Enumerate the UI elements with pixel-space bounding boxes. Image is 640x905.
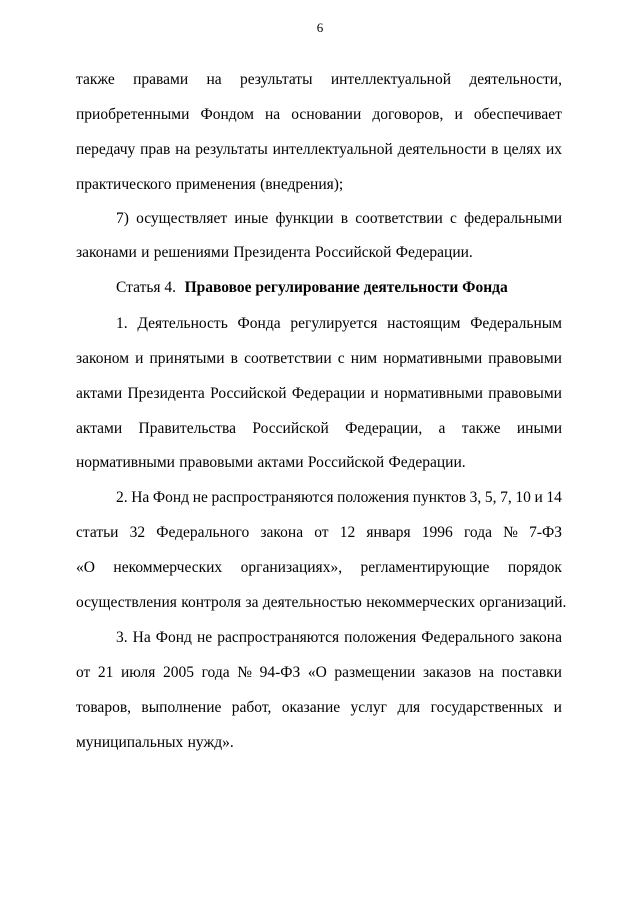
word: Федерации. xyxy=(395,244,473,261)
word: с xyxy=(337,350,345,367)
word: порядок xyxy=(507,559,562,576)
word: и xyxy=(553,699,562,716)
word: результаты xyxy=(239,71,313,88)
text-line xyxy=(116,628,562,648)
article-number: Статья 4. xyxy=(116,279,177,296)
word: иными xyxy=(516,420,562,437)
word: применения xyxy=(175,176,256,193)
word: за xyxy=(245,594,259,611)
word: нормативными xyxy=(383,385,483,402)
word: распространяются xyxy=(217,629,340,646)
word: года xyxy=(463,524,492,541)
word: принятыми xyxy=(149,350,225,367)
word: и xyxy=(534,489,543,506)
word: года xyxy=(201,664,230,681)
word: обеспечивает xyxy=(473,106,562,123)
word: 2. xyxy=(116,489,128,506)
word: На xyxy=(131,489,150,506)
text-line xyxy=(76,140,562,160)
word: Правительства xyxy=(138,420,237,437)
text-line xyxy=(76,558,562,578)
word: интеллектуальной xyxy=(272,141,393,158)
word: от xyxy=(314,524,329,541)
word: 32 xyxy=(129,524,146,541)
word: иные xyxy=(234,210,269,227)
word: января xyxy=(366,524,411,541)
text-line xyxy=(76,733,562,753)
word: для xyxy=(397,699,421,716)
word: работ, xyxy=(231,699,272,716)
word: заказов xyxy=(422,664,472,681)
text-line xyxy=(76,175,562,195)
text-line xyxy=(76,349,562,369)
word: 3. xyxy=(116,629,128,646)
word: прав xyxy=(140,141,171,158)
word: Российской xyxy=(315,244,392,261)
word: Федерального xyxy=(421,629,515,646)
word: Фонд xyxy=(155,629,192,646)
word: услуг xyxy=(350,699,388,716)
word: Деятельность xyxy=(137,315,228,332)
word: 14 xyxy=(546,489,562,506)
word: контроля xyxy=(181,594,242,611)
word: (внедрения); xyxy=(260,176,344,193)
word: закона xyxy=(519,629,562,646)
word: распространяются xyxy=(211,489,334,506)
word: настоящим xyxy=(387,315,461,332)
word: актами xyxy=(257,454,304,471)
word: законом xyxy=(76,350,130,367)
word: на xyxy=(175,141,191,158)
word: пунктов xyxy=(412,489,467,506)
text-line xyxy=(76,663,562,683)
word: Фонд xyxy=(152,489,190,506)
word: июля xyxy=(121,664,156,681)
article-title: Правовое регулирование деятельности Фонда xyxy=(184,279,508,296)
text-line xyxy=(76,243,562,263)
word: Федерации xyxy=(291,385,366,402)
page-number: 6 xyxy=(316,20,324,35)
word: регламентирующие xyxy=(360,559,490,576)
text-line xyxy=(116,314,562,334)
word: результаты xyxy=(195,141,268,158)
word: не xyxy=(196,629,213,646)
word: оказание xyxy=(281,699,341,716)
text-line xyxy=(76,698,562,718)
word: функции xyxy=(275,210,334,227)
word: На xyxy=(132,629,151,646)
word: Фонда xyxy=(237,315,281,332)
word: и xyxy=(454,106,463,123)
word: муниципальных xyxy=(76,734,184,751)
word: правовыми xyxy=(488,385,562,402)
word: «О xyxy=(76,559,95,576)
word: Российской xyxy=(210,385,287,402)
word: их xyxy=(545,141,562,158)
word: положения xyxy=(337,489,410,506)
word: правовыми xyxy=(488,350,562,367)
word: целях xyxy=(503,141,542,158)
text-line xyxy=(76,70,562,90)
word: организаций. xyxy=(479,594,567,611)
word: на xyxy=(478,664,494,681)
word: осуществления xyxy=(76,594,177,611)
word: 12 xyxy=(339,524,356,541)
word: нормативными xyxy=(383,350,483,367)
word: Федерации. xyxy=(388,454,466,471)
word: деятельности, xyxy=(469,71,562,88)
word: основании xyxy=(291,106,362,123)
word: приобретенными xyxy=(76,106,190,123)
word: Федерального xyxy=(156,524,250,541)
word: актами xyxy=(76,385,123,402)
word: на xyxy=(265,106,281,123)
word: соответствии xyxy=(244,350,332,367)
word: договоров, xyxy=(372,106,444,123)
text-line xyxy=(116,209,562,229)
word: поставки xyxy=(501,664,562,681)
word: в xyxy=(340,210,349,227)
word: деятельности xyxy=(397,141,487,158)
word: выполнение xyxy=(141,699,222,716)
word: от xyxy=(76,664,91,681)
word: № xyxy=(503,524,518,541)
word: товаров, xyxy=(76,699,132,716)
word: с xyxy=(450,210,457,227)
word: и xyxy=(141,244,150,261)
word: ним xyxy=(350,350,378,367)
word: интеллектуальной xyxy=(330,71,452,88)
word: регулируется xyxy=(290,315,378,332)
word: 10 xyxy=(515,489,531,506)
word: законами xyxy=(76,244,137,261)
word: 94-ФЗ xyxy=(259,664,301,681)
word: также xyxy=(76,71,115,88)
word: 3, xyxy=(469,489,482,506)
word: государственных xyxy=(430,699,544,716)
word: актами xyxy=(76,420,123,437)
word: Президента xyxy=(233,244,311,261)
word: 2005 xyxy=(162,664,194,681)
word: Федерации, xyxy=(345,420,423,437)
word: соответствии xyxy=(355,210,443,227)
word: Президента xyxy=(127,385,205,402)
word: Фондом xyxy=(200,106,254,123)
word: правовыми xyxy=(179,454,254,471)
word: также xyxy=(461,420,501,437)
word: размещении xyxy=(334,664,416,681)
word: 7-ФЗ xyxy=(529,524,562,541)
word: решениями xyxy=(153,244,230,261)
word: на xyxy=(206,71,222,88)
word: нормативными xyxy=(76,454,175,471)
text-line xyxy=(76,419,562,439)
word: федеральными xyxy=(464,210,562,227)
word: и xyxy=(135,350,144,367)
text-line xyxy=(76,453,562,473)
word: положения xyxy=(344,629,417,646)
word: 1. xyxy=(116,315,128,332)
word: практического xyxy=(76,176,172,193)
word: деятельностью xyxy=(262,594,362,611)
word: осуществляет xyxy=(136,210,228,227)
word: 5, xyxy=(484,489,497,506)
word: некоммерческих xyxy=(113,559,223,576)
word: правами xyxy=(133,71,189,88)
word: организациях», xyxy=(240,559,343,576)
word: 7, xyxy=(500,489,512,506)
word: и xyxy=(370,385,379,402)
text-line xyxy=(116,488,562,508)
text-line xyxy=(76,523,562,543)
word: 7) xyxy=(116,210,129,227)
word: нужд». xyxy=(187,734,234,751)
word: Федеральным xyxy=(470,315,562,332)
word: «О xyxy=(307,664,327,681)
word: Российской xyxy=(307,454,385,471)
text-line xyxy=(76,384,562,404)
word: не xyxy=(192,489,208,506)
word: закона xyxy=(260,524,304,541)
article-heading xyxy=(116,278,562,298)
word: передачу xyxy=(76,141,136,158)
word: 1996 xyxy=(421,524,453,541)
word: в xyxy=(230,350,238,367)
word: 21 xyxy=(97,664,114,681)
word: некоммерческих xyxy=(366,594,475,611)
text-line xyxy=(76,105,562,125)
word: а xyxy=(438,420,446,437)
word: № xyxy=(237,664,252,681)
word: в xyxy=(491,141,499,158)
text-line xyxy=(76,593,567,613)
word: статьи xyxy=(76,524,119,541)
word: Российской xyxy=(252,420,329,437)
